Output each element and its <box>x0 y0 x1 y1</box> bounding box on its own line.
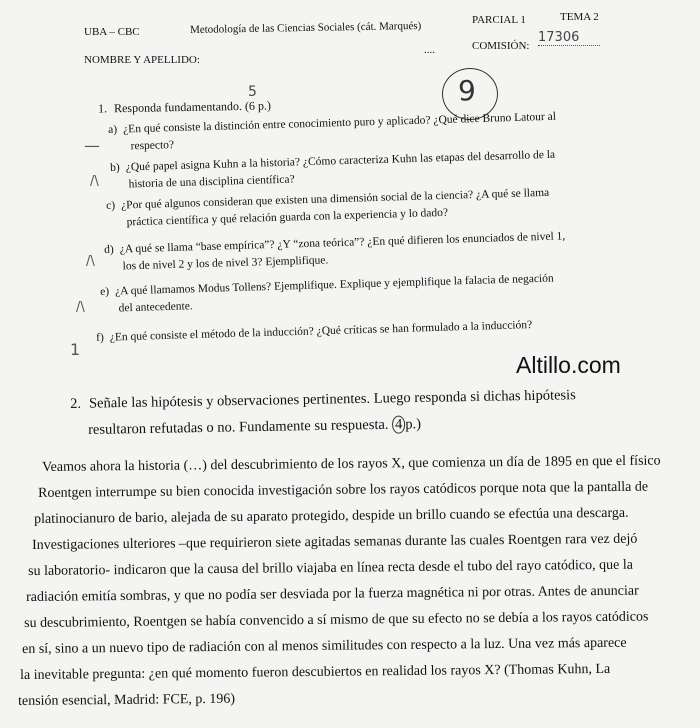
item-c-letter: c) <box>106 199 116 212</box>
item-d-mark: /\ <box>86 254 95 269</box>
item-f <box>96 319 532 344</box>
passage-line-1: Veamos ahora la historia (…) del descubrimiento de los rayos X, que comienza un día de 1895 en que el físico <box>42 453 661 475</box>
grade-mark: 9 <box>458 74 476 107</box>
item-c-line1: ¿Por qué algunos consideran que existen una dimensión social de la ciencia? ¿A qué se llama <box>120 186 550 212</box>
item-d-line2: los de nivel 2 y los de nivel 3? Ejemplifique. <box>122 254 329 273</box>
commission-label: COMISIÓN: <box>472 40 530 52</box>
q2-points-unit: p.) <box>405 416 422 433</box>
item-a-mark: — <box>84 136 100 155</box>
item-e-mark: /\ <box>76 300 85 315</box>
q1-points: (6 p.) <box>244 98 272 113</box>
item-e <box>100 273 554 320</box>
item-f-mark: 1 <box>70 340 81 359</box>
name-label: NOMBRE Y APELLIDO: <box>84 54 200 66</box>
passage-line-5: su laboratorio- indicaron que la causa del brillo viajaba en línea recta desde el tubo del rayo catódico, que la <box>28 557 633 579</box>
q1-points-correction: 5 <box>248 84 257 100</box>
commission-value: 17306 <box>538 30 600 46</box>
item-b-mark: /\ <box>90 174 99 189</box>
watermark-logo: Altillo.com <box>516 352 621 378</box>
q1-number: 1. <box>97 101 108 116</box>
passage-line-3: platinocianuro de bario, alejada de su aparato protegido, despide un brillo cuando se efectúa una descarga. <box>34 505 629 527</box>
exam-label: PARCIAL 1 <box>472 14 526 26</box>
item-d-line1: ¿A qué se llama “base empírica”? ¿Y “zona teórica”? ¿En qué difieren los enunciados de nivel 1, <box>119 230 566 256</box>
course-title: Metodología de las Ciencias Sociales (cát. Marqués) <box>189 19 422 37</box>
q1-heading <box>98 98 271 116</box>
q2-points-value: 4 <box>392 415 406 433</box>
item-e-line1: ¿A qué llamamos Modus Tollens? Ejemplifique. Explique y ejemplifique la falacia de negación <box>114 272 554 298</box>
item-b-letter: b) <box>110 161 120 174</box>
q2-line2 <box>88 416 421 439</box>
item-f-letter: f) <box>96 331 105 344</box>
item-d <box>104 230 566 278</box>
item-c-line2: práctica científica y qué relación guarda con la experiencia y lo dado? <box>126 206 449 229</box>
q2-line1 <box>70 387 576 413</box>
passage-line-7: su descubrimiento, Roentgen se había convencido a sí mismo de que su efecto no se debía a los rayos catódicos <box>24 609 649 631</box>
item-a-line1: ¿En qué consiste la distinción entre conocimiento puro y aplicado? ¿Qué dice Bruno Latour al <box>122 110 557 136</box>
item-a-line2: respecto? <box>130 139 175 153</box>
item-b-line1: ¿Qué papel asigna Kuhn a la historia? ¿Cómo caracteriza Kuhn las etapas del desarrollo de la <box>125 148 556 174</box>
q2-text-line1: Señale las hipótesis y observaciones pertinentes. Luego responda si dichas hipótesis <box>88 387 576 412</box>
theme-label: TEMA 2 <box>560 11 599 23</box>
item-e-line2: del antecedente. <box>118 300 193 315</box>
passage-line-8: en sí, sino a un nuevo tipo de radiación con al menos similitudes con respecto a la luz. Una vez más aparece <box>22 635 627 657</box>
item-b-line2: historia de una disciplina científica? <box>128 173 295 191</box>
item-a-letter: a) <box>108 123 118 136</box>
dots: .... <box>424 44 435 56</box>
item-d-letter: d) <box>104 243 114 256</box>
q2-number: 2. <box>70 395 82 412</box>
q2-text-line2: resultaron refutadas o no. Fundamente su respuesta. <box>88 416 389 438</box>
item-e-letter: e) <box>100 285 110 298</box>
passage-line-2: Roentgen interrumpe su bien conocida investigación sobre los rayos catódicos porque nota que la pantalla de <box>38 479 649 501</box>
institution: UBA – CBC <box>84 26 140 38</box>
passage-line-9: la inevitable pregunta: ¿en qué momento fueron descubiertos en realidad los rayos X? (Thomas Kuhn, La <box>20 661 611 683</box>
passage-line-10: tensión esencial, Madrid: FCE, p. 196) <box>18 691 236 709</box>
q1-text: Responda fundamentando. <box>113 98 243 116</box>
passage-line-6: radiación emitía sombras, y que no podía ser desviada por la fuerza magnética ni por otras. Antes de anunciar <box>26 583 639 605</box>
item-f-line1: ¿En qué consiste el método de la inducción? ¿Qué críticas se han formulado a la inducción? <box>109 319 533 344</box>
passage-line-4: Investigaciones ulteriores –que requirieron siete agitadas semanas durante las cuales Roentgen rara vez dejó <box>32 531 638 553</box>
